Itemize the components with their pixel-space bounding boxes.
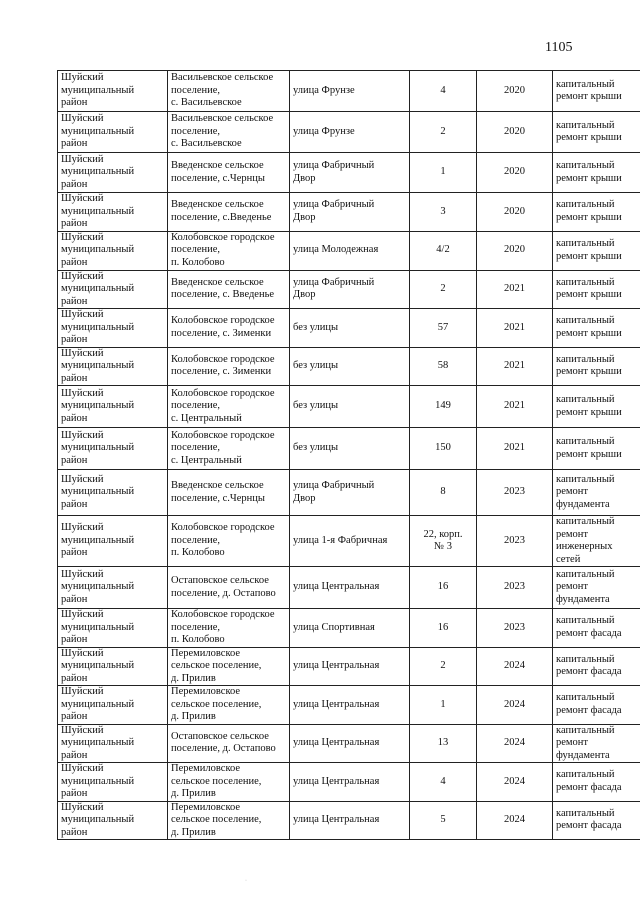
district-cell [58,270,168,309]
district-cell-text: Шуйский муниципальный район [61,113,135,150]
work-type-cell-text: капитальный ремонт фундамента [556,568,615,605]
work-type-cell [553,567,640,609]
year-cell [477,112,553,153]
district-cell-text: Шуйский муниципальный район [61,763,135,799]
work-type-cell [553,724,640,763]
year-cell [477,428,553,470]
house-number-cell-text: 22, корп. № 3 [423,528,463,552]
year-cell-text: 2020 [504,205,525,217]
settlement-cell [168,309,290,348]
street-cell-text: улица Фрунзе [293,84,355,96]
street-cell [290,386,410,428]
year-cell-text: 2021 [504,442,525,454]
year-cell [477,270,553,309]
district-cell [58,71,168,112]
district-cell [58,763,168,802]
work-type-cell-text: капитальный ремонт фасада [556,807,622,832]
year-cell [477,153,553,193]
district-cell-text: Шуйский муниципальный район [61,686,135,722]
year-cell-text: 2024 [504,814,525,825]
work-type-cell-text: капитальный ремонт крыши [556,238,622,262]
year-cell [477,801,553,840]
house-number-cell-text: 13 [437,737,449,748]
district-cell [58,470,168,516]
settlement-cell [168,470,290,516]
settlement-cell [168,386,290,428]
year-cell-text: 2021 [504,321,525,333]
district-cell [58,428,168,470]
settlement-cell-text: Перемиловское сельское поселение, д. Прилив [171,763,262,799]
work-type-cell [553,347,640,386]
table-row [58,231,640,270]
year-cell [477,647,553,686]
year-cell-text: 2020 [504,166,525,178]
house-number-cell-text: 57 [437,321,449,333]
work-type-cell [553,71,640,112]
street-cell [290,347,410,386]
house-number-cell-text: 16 [437,621,449,633]
year-cell [477,686,553,725]
house-number-cell-text: 4 [440,84,446,96]
house-number-cell-text: 8 [440,486,446,498]
work-type-cell [553,686,640,725]
district-cell [58,609,168,648]
table-row [58,516,640,567]
house-number-cell [410,470,477,516]
buildings-table [57,70,640,840]
settlement-cell [168,153,290,193]
street-cell [290,231,410,270]
year-cell-text: 2021 [504,400,525,412]
district-cell-text: Шуйский муниципальный район [61,231,135,268]
settlement-cell-text: Колобовское городское поселение, п. Колобово [171,609,275,645]
district-cell [58,112,168,153]
house-number-cell [410,309,477,348]
street-cell [290,112,410,153]
district-cell [58,153,168,193]
street-cell [290,270,410,309]
district-cell-text: Шуйский муниципальный район [61,724,135,761]
work-type-cell [553,153,640,193]
district-cell-text: Шуйский муниципальный район [61,801,135,838]
settlement-cell [168,428,290,470]
street-cell [290,567,410,609]
house-number-cell-text: 149 [435,400,451,412]
house-number-cell-text: 1 [440,166,446,178]
settlement-cell-text: Колобовское городское поселение, с. Зименки [171,353,275,378]
work-type-cell-text: капитальный ремонт фасада [556,692,622,716]
work-type-cell-text: капитальный ремонт крыши [556,160,622,184]
table-row [58,470,640,516]
street-cell-text: улица Центральная [293,660,380,671]
settlement-cell-text: Введенское сельское поселение, с.Чернцы [171,480,265,504]
year-cell [477,609,553,648]
district-cell [58,193,168,232]
street-cell [290,516,410,567]
house-number-cell [410,686,477,725]
settlement-cell-text: Перемиловское сельское поселение, д. Прилив [171,686,262,722]
settlement-cell [168,231,290,270]
work-type-cell [553,386,640,428]
house-number-cell-text: 4 [440,775,446,787]
work-type-cell [553,647,640,686]
district-cell-text: Шуйский муниципальный район [61,347,135,384]
house-number-cell [410,347,477,386]
table-body [58,71,640,840]
street-cell-text: улица Центральная [293,698,380,710]
table-row [58,609,640,648]
house-number-cell [410,801,477,840]
table-row [58,386,640,428]
year-cell [477,724,553,763]
year-cell [477,763,553,802]
work-type-cell-text: капитальный ремонт крыши [556,119,622,143]
street-cell [290,686,410,725]
work-type-cell-text: капитальный ремонт крыши [556,436,622,460]
work-type-cell-text: капитальный ремонт фундамента [556,473,615,510]
settlement-cell [168,609,290,648]
settlement-cell-text: Васильевское сельское поселение, с. Васильевское [171,72,274,109]
work-type-cell-text: капитальный ремонт крыши [556,199,622,223]
street-cell-text: улица Центральная [293,775,380,787]
house-number-cell [410,270,477,309]
district-cell [58,724,168,763]
table-row [58,686,640,725]
district-cell-text: Шуйский муниципальный район [61,568,135,605]
table-row [58,270,640,309]
year-cell-text: 2023 [504,534,525,546]
house-number-cell [410,193,477,232]
house-number-cell [410,724,477,763]
table-row [58,193,640,232]
settlement-cell-text: Колобовское городское поселение, с. Центральный [171,429,275,466]
house-number-cell-text: 2 [440,660,446,671]
year-cell-text: 2024 [504,698,525,710]
house-number-cell-text: 58 [437,360,449,371]
year-cell-text: 2023 [504,486,525,498]
year-cell-text: 2020 [504,125,525,137]
work-type-cell [553,763,640,802]
table-row [58,71,640,112]
house-number-cell [410,609,477,648]
table-row [58,724,640,763]
street-cell [290,801,410,840]
house-number-cell-text: 1 [440,698,446,710]
table-row [58,428,640,470]
work-type-cell-text: капитальный ремонт крыши [556,394,622,418]
house-number-cell [410,231,477,270]
district-cell-text: Шуйский муниципальный район [61,647,135,684]
year-cell [477,231,553,270]
house-number-cell-text: 3 [440,205,446,217]
work-type-cell [553,270,640,309]
district-cell-text: Шуйский муниципальный район [61,193,135,229]
work-type-cell-text: капитальный ремонт крыши [556,78,622,102]
year-cell [477,71,553,112]
year-cell-text: 2021 [504,283,525,294]
work-type-cell-text: капитальный ремонт фасада [556,615,622,639]
work-type-cell [553,112,640,153]
table-row [58,153,640,193]
settlement-cell-text: Введенское сельское поселение, с. Введенье [171,276,275,301]
district-cell [58,386,168,428]
work-type-cell [553,470,640,516]
settlement-cell-text: Колобовское городское поселение, п. Колобово [171,231,275,268]
street-cell-text: улица Фабричный Двор [293,199,375,223]
year-cell [477,193,553,232]
street-cell-text: улица Фабричный Двор [293,480,375,504]
house-number-cell [410,763,477,802]
street-cell-text: улица Молодежная [293,244,379,256]
year-cell [477,309,553,348]
street-cell-text: улица Спортивная [293,621,375,633]
district-cell-text: Шуйский муниципальный район [61,429,135,466]
house-number-cell [410,428,477,470]
year-cell [477,347,553,386]
house-number-cell [410,386,477,428]
table-row [58,647,640,686]
street-cell [290,609,410,648]
scan-mark: · [245,878,247,884]
street-cell [290,193,410,232]
street-cell [290,309,410,348]
year-cell [477,386,553,428]
settlement-cell [168,763,290,802]
year-cell-text: 2024 [504,775,525,787]
settlement-cell-text: Колобовское городское поселение, с. Зименки [171,315,275,339]
settlement-cell-text: Перемиловское сельское поселение, д. Прилив [171,647,262,684]
work-type-cell [553,801,640,840]
table-row [58,309,640,348]
house-number-cell [410,112,477,153]
house-number-cell-text: 5 [440,814,446,825]
district-cell [58,309,168,348]
street-cell-text: улица Фабричный Двор [293,276,375,301]
settlement-cell [168,71,290,112]
settlement-cell [168,647,290,686]
settlement-cell [168,516,290,567]
settlement-cell [168,567,290,609]
house-number-cell-text: 16 [437,581,449,593]
district-cell-text: Шуйский муниципальный район [61,270,135,307]
year-cell-text: 2024 [504,660,525,671]
work-type-cell-text: капитальный ремонт инженерных сетей [556,516,615,565]
street-cell-text: улица Центральная [293,737,380,748]
district-cell-text: Шуйский муниципальный район [61,473,135,510]
settlement-cell-text: Введенское сельское поселение, с.Чернцы [171,160,265,184]
district-cell [58,231,168,270]
street-cell-text: улица Центральная [293,581,380,593]
settlement-cell [168,112,290,153]
street-cell-text: без улицы [293,442,339,454]
district-cell [58,686,168,725]
street-cell [290,153,410,193]
district-cell-text: Шуйский муниципальный район [61,522,135,559]
year-cell-text: 2020 [504,84,525,96]
settlement-cell [168,801,290,840]
table-row [58,801,640,840]
house-number-cell-text: 2 [440,125,446,137]
settlement-cell [168,270,290,309]
district-cell [58,647,168,686]
work-type-cell [553,231,640,270]
street-cell-text: без улицы [293,321,339,333]
table-row [58,347,640,386]
house-number-cell [410,647,477,686]
settlement-cell [168,686,290,725]
house-number-cell [410,153,477,193]
house-number-cell-text: 4/2 [436,244,450,256]
settlement-cell [168,347,290,386]
district-cell [58,347,168,386]
settlement-cell-text: Колобовское городское поселение, п. Колобово [171,522,275,559]
settlement-cell [168,193,290,232]
settlement-cell [168,724,290,763]
street-cell [290,470,410,516]
work-type-cell-text: капитальный ремонт фундамента [556,724,615,761]
settlement-cell-text: Остаповское сельское поселение, д. Остапово [171,730,276,755]
work-type-cell-text: капитальный ремонт крыши [556,353,622,378]
settlement-cell-text: Введенское сельское поселение, с.Введенье [171,199,272,223]
district-cell-text: Шуйский муниципальный район [61,387,135,424]
street-cell [290,71,410,112]
work-type-cell-text: капитальный ремонт крыши [556,276,622,301]
page-number: 1105 [545,40,573,55]
table-row [58,567,640,609]
house-number-cell [410,567,477,609]
year-cell-text: 2023 [504,581,525,593]
work-type-cell-text: капитальный ремонт фасада [556,653,622,678]
street-cell-text: без улицы [293,360,339,371]
street-cell-text: улица Фабричный Двор [293,160,375,184]
district-cell-text: Шуйский муниципальный район [61,609,135,645]
street-cell-text: без улицы [293,400,339,412]
settlement-cell-text: Колобовское городское поселение, с. Центральный [171,387,275,424]
house-number-cell [410,71,477,112]
work-type-cell [553,609,640,648]
table-row [58,763,640,802]
year-cell-text: 2020 [504,244,525,256]
year-cell-text: 2021 [504,360,525,371]
street-cell-text: улица 1-я Фабричная [293,534,388,546]
street-cell-text: улица Фрунзе [293,125,355,137]
district-cell-text: Шуйский муниципальный район [61,309,135,345]
work-type-cell [553,309,640,348]
work-type-cell [553,193,640,232]
house-number-cell-text: 150 [435,442,451,454]
settlement-cell-text: Перемиловское сельское поселение, д. Прилив [171,801,262,838]
year-cell-text: 2023 [504,621,525,633]
year-cell [477,516,553,567]
street-cell [290,647,410,686]
year-cell-text: 2024 [504,737,525,748]
table-row [58,112,640,153]
district-cell [58,801,168,840]
settlement-cell-text: Васильевское сельское поселение, с. Васильевское [171,113,274,150]
settlement-cell-text: Остаповское сельское поселение, д. Остапово [171,575,276,599]
house-number-cell-text: 2 [440,283,446,294]
district-cell-text: Шуйский муниципальный район [61,153,135,190]
work-type-cell-text: капитальный ремонт фасада [556,769,622,793]
street-cell [290,724,410,763]
district-cell [58,567,168,609]
district-cell-text: Шуйский муниципальный район [61,72,135,109]
year-cell [477,470,553,516]
work-type-cell-text: капитальный ремонт крыши [556,315,622,339]
work-type-cell [553,428,640,470]
street-cell-text: улица Центральная [293,814,380,825]
street-cell [290,763,410,802]
work-type-cell [553,516,640,567]
street-cell [290,428,410,470]
year-cell [477,567,553,609]
house-number-cell [410,516,477,567]
district-cell [58,516,168,567]
